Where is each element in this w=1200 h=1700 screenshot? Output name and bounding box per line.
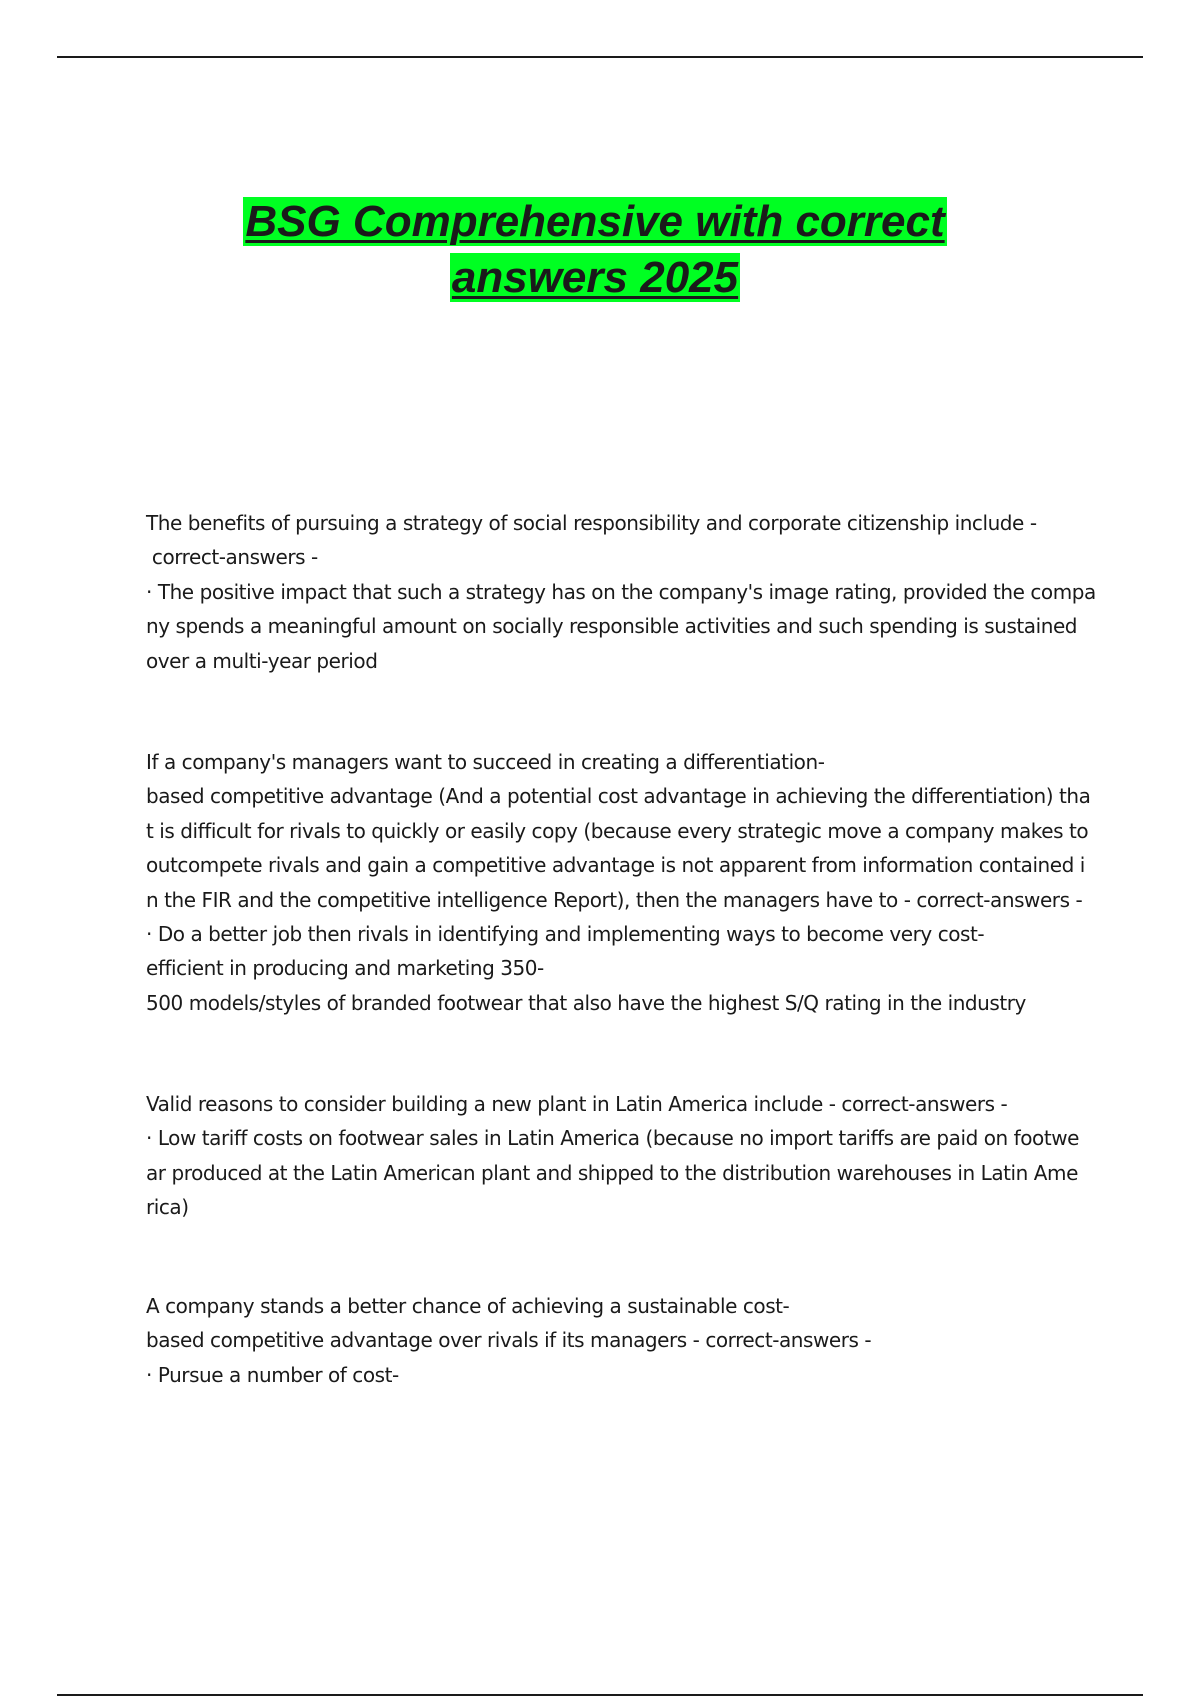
header-rule [57,56,1143,58]
text-line: outcompete rivals and gain a competitive advantage is not apparent from information contained i [146,853,1085,878]
text-line: If a company's managers want to succeed in creating a differentiation- [146,750,825,774]
text-line: Valid reasons to consider building a new plant in Latin America include - correct-answers - [146,1092,1008,1116]
text-line: based competitive advantage over rivals if its managers - correct-answers - [146,1328,872,1353]
question-answer-block-2 [146,745,1091,1020]
text-line: t is difficult for rivals to quickly or easily copy (because every strategic move a company makes to [146,818,1089,843]
text-line: · Pursue a number of cost- [146,1362,399,1387]
text-line: efficient in producing and marketing 350- [146,956,544,981]
text-line: based competitive advantage (And a potential cost advantage in achieving the differentiation) tha [146,784,1091,809]
text-line: correct-answers - [146,545,318,570]
footer-rule [57,1694,1143,1696]
document-title-line-2: answers 2025 [451,253,739,302]
text-line: · The positive impact that such a strategy has on the company's image rating, provided the compa [146,579,1096,604]
text-line: rica) [146,1195,189,1220]
text-line: · Do a better job then rivals in identifying and implementing ways to become very cost- [146,922,985,947]
text-line: ny spends a meaningful amount on socially responsible activities and such spending is sustained [146,614,1078,639]
question-answer-block-3 [146,1087,1091,1225]
text-line: The benefits of pursuing a strategy of social responsibility and corporate citizenship include - [146,511,1037,535]
document-title [200,194,990,306]
text-line: A company stands a better chance of achieving a sustainable cost- [146,1294,790,1318]
question-answer-block-4 [146,1289,1091,1392]
text-line: · Low tariff costs on footwear sales in Latin America (because no import tariffs are paid on footwe [146,1126,1079,1151]
text-line: ar produced at the Latin American plant and shipped to the distribution warehouses in Latin Ame [146,1160,1078,1185]
text-line: 500 models/styles of branded footwear that also have the highest S/Q rating in the industry [146,990,1026,1015]
text-line: n the FIR and the competitive intelligence Report), then the managers have to - correct-answers - [146,887,1083,912]
text-line: over a multi-year period [146,648,378,673]
document-title-line-1: BSG Comprehensive with correct [245,197,945,246]
question-answer-block-1 [146,506,1096,678]
